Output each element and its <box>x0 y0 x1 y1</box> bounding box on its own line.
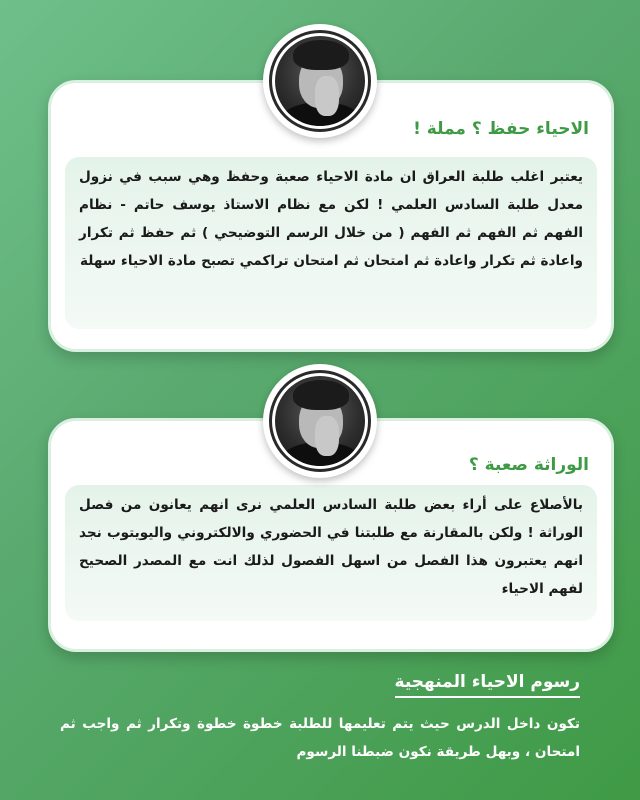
card-title: الوراثة صعبة ؟ <box>468 455 589 475</box>
teacher-avatar <box>263 24 377 138</box>
avatar-photo <box>275 36 365 126</box>
card-title: الاحياء حفظ ؟ مملة ! <box>413 119 589 139</box>
card-text-box <box>65 485 597 621</box>
section-paragraph: تكون داخل الدرس حيث يتم تعليمها للطلبة خطوة خطوة وتكرار ثم واجب ثم امتحان ، وبهل طريقة نكون ضبطنا الرسوم <box>60 716 580 760</box>
card-text-box <box>65 157 597 329</box>
teacher-avatar <box>263 364 377 478</box>
section-title: رسوم الاحياء المنهجية <box>395 672 580 698</box>
avatar-photo <box>275 376 365 466</box>
card-paragraph: يعتبر اغلب طلبة العراق ان مادة الاحياء صعبة وحفظ وهي سبب في نزول معدل طلبة السادس العلمي ! لكن مع نظام الاستاذ يوسف حاتم - نظام الفهم ثم الفهم ثم الفهم ( من خلال الرسم التوضيحي ) ثم حفظ ثم تكرار واعادة ثم تكرار واعادة ثم امتحان ثم امتحان تراكمي تصبح مادة الاحياء سهلة <box>79 169 583 269</box>
card-paragraph: بالأصلاع على أراء بعض طلبة السادس العلمي نرى انهم يعانون من فصل الوراثة ! ولكن بالمقارنة مع طلبتنا في الحضوري والالكتروني واليويتوب نجد انهم يعتبرون هذا الفصل من اسهل الفصول لذلك انت مع المصدر الصحيح لفهم الاحياء <box>79 497 583 597</box>
